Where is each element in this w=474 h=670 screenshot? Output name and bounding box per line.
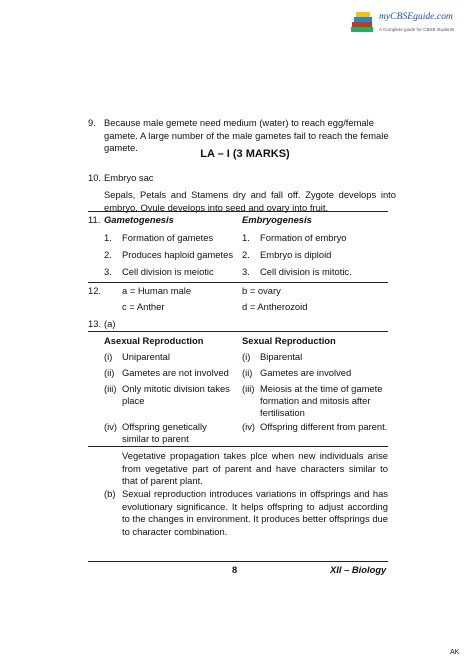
q13-row3-num1: (iii) (104, 383, 117, 394)
q11-col1-header: Gametogenesis (104, 214, 174, 225)
q13-row2-text1: Gametes are not involved (122, 367, 229, 378)
q13-row4-text2: Offspring different from parent. (260, 421, 388, 432)
q9-number: 9. (88, 117, 96, 128)
q13-row4-text1-line2: similar to parent (122, 433, 189, 444)
q13-row3-text2-line1: Meiosis at the time of gamete (260, 383, 383, 394)
q13-vegetative-note: Vegetative propagation takes plce when new individuals arise from vegetative part of parent and have characters similar to that of parent plant. (122, 450, 388, 486)
q11-row1-num1: 1. (104, 232, 112, 243)
q13-row4-num1: (iv) (104, 421, 118, 432)
q13-row3-text1 (122, 383, 230, 407)
logo-site-name: myCBSEguide.com (379, 11, 453, 22)
q11-row1-num2: 1. (242, 232, 250, 243)
logo-tagline: A Complete guide for CBSE students (379, 27, 455, 32)
q13-row2-num2: (ii) (242, 367, 253, 378)
q13-row3-num2: (iii) (242, 383, 255, 394)
q12-label-c: c = Anther (122, 301, 165, 312)
q12-label-a: a = Human male (122, 285, 192, 296)
footer-subject: XII – Biology (330, 564, 387, 575)
q11-row3-text2: Cell division is mitotic. (260, 266, 352, 277)
q12-label-d: d = Antherozoid (242, 301, 308, 312)
q13-col2-header: Sexual Reproduction (242, 335, 336, 346)
q11-row1-text1: Formation of gametes (122, 232, 214, 243)
q13-row4-num2: (iv) (242, 421, 256, 432)
section-heading: LA – I (3 MARKS) (200, 148, 290, 160)
q13-part-b-label: (b) (104, 488, 116, 499)
q13-number: 13. (88, 318, 102, 329)
footer-divider (88, 561, 388, 562)
q13-row3-text2-line2: formation and mitosis after (260, 395, 371, 406)
q11-row3-text1: Cell division is meiotic (122, 266, 214, 277)
q11-row2-text2: Embryo is diploid (260, 249, 332, 260)
page-number: 8 (232, 564, 238, 575)
q13-row3-text1-line1: Only mitotic division takes (122, 383, 230, 394)
q9-answer: Because male gemete need medium (water) to reach egg/female gamete. A large number of the male gametes fail to reach the female gamete. (104, 117, 389, 153)
divider (88, 331, 388, 332)
divider (88, 282, 388, 283)
q13-row4-text1-line1: Offspring genetically (122, 421, 207, 432)
q11-row3-num2: 3. (242, 266, 250, 277)
corner-mark: AK (450, 649, 460, 656)
q10-answer-line2: Sepals, Petals and Stamens dry and fall off. Zygote develops into embryo. Ovule develops into seed and ovary into fruit. (104, 189, 396, 213)
q11-row2-num1: 2. (104, 249, 112, 260)
books-logo-icon (349, 8, 377, 38)
q13-part-b-text: Sexual reproduction introduces variations in offsprings and has evolutionary significance. It helps offspring to adjust according to the changes in environment. It produces better offsprings due to character combination. (122, 488, 388, 537)
q13-row3-text1-line2: place (122, 395, 145, 406)
q13-row4-text1 (122, 421, 207, 445)
q13-row1-num2: (i) (242, 351, 251, 362)
q11-row2-num2: 2. (242, 249, 250, 260)
q11-col2-header: Embryogenesis (242, 214, 312, 225)
q13-row1-text1: Uniparental (122, 351, 170, 362)
q13-col1-header: Asexual Reproduction (104, 335, 204, 346)
q12-label-b: b = ovary (242, 285, 281, 296)
q13-row1-text2: Biparental (260, 351, 303, 362)
q11-row3-num1: 3. (104, 266, 112, 277)
q13-row2-text2: Gametes are involved (260, 367, 352, 378)
q11-row2-text1: Produces haploid gametes (122, 249, 234, 260)
q13-part-a: (a) (104, 318, 116, 329)
q10-number: 10. (88, 172, 102, 183)
divider (88, 446, 388, 447)
site-logo (349, 6, 465, 40)
q11-number: 11. (88, 214, 101, 225)
q13-row3-text2-line3: fertilisation (260, 407, 305, 418)
q13-row2-num1: (ii) (104, 367, 115, 378)
q13-row3-text2 (260, 383, 382, 419)
divider (88, 211, 388, 212)
q13-row1-num1: (i) (104, 351, 113, 362)
q11-row1-text2: Formation of embryo (260, 232, 347, 243)
q10-answer-line1: Embryo sac (104, 172, 154, 183)
q12-number: 12. (88, 285, 102, 296)
